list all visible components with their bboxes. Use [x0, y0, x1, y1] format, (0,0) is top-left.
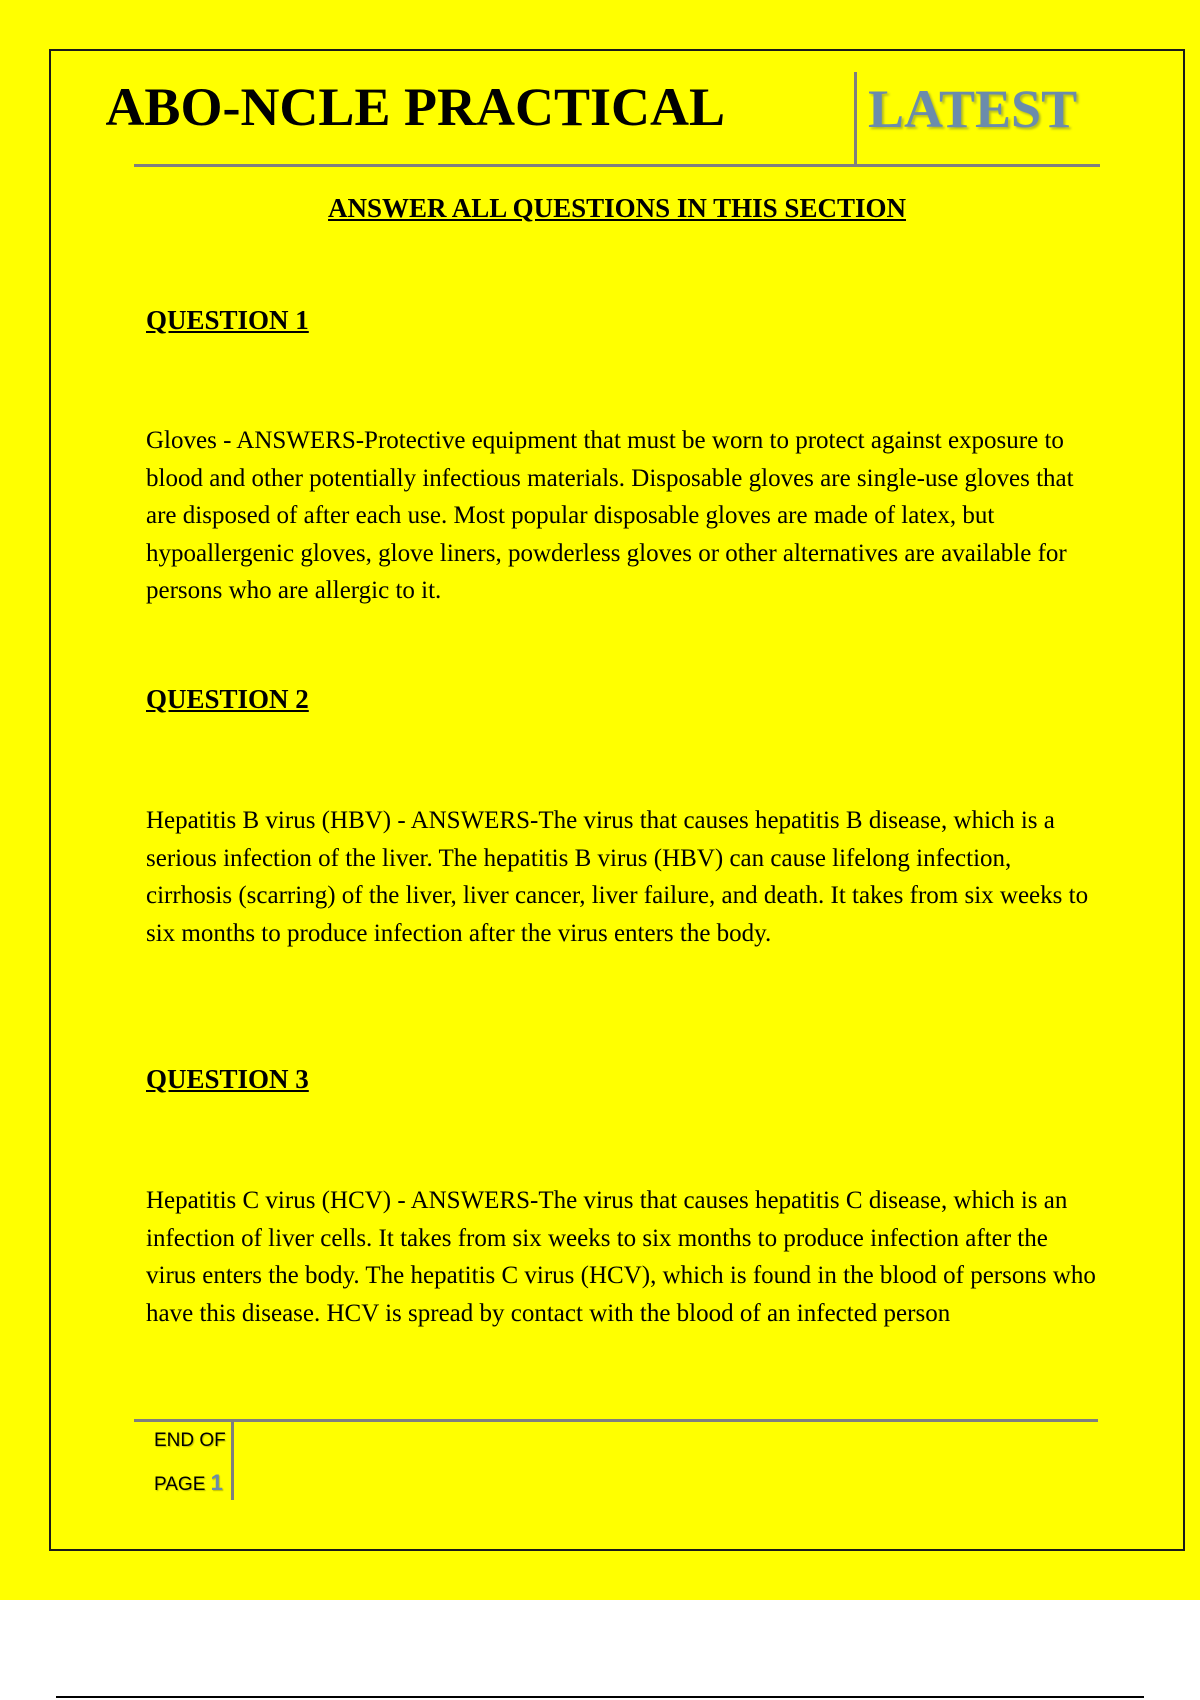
page-number: 1 — [210, 1470, 223, 1495]
question-1-answer: Gloves - ANSWERS-Protective equipment that must be worn to protect against exposure to blood and other potentially infectious materials. Disposable gloves are single-use gloves that are disposed of after each use. Most popular disposable gloves are made of latex, but hypoallergenic gloves, glove liners, powderless gloves or other alternatives are available for persons who are allergic to it. — [146, 427, 1074, 604]
question-1-heading: QUESTION 1 — [146, 305, 309, 335]
footer-page-label: PAGE — [154, 1474, 206, 1495]
page-footer — [134, 1419, 1098, 1495]
title-divider — [854, 72, 857, 164]
section-heading: ANSWER ALL QUESTIONS IN THIS SECTION — [328, 193, 906, 223]
question-3-answer: Hepatitis C virus (HCV) - ANSWERS-The virus that causes hepatitis C disease, which is an infection of liver cells. It takes from six weeks to six months to produce infection after the virus enters the body. The hepatitis C virus (HCV), which is found in the blood of persons who have this disease. HCV is spread by contact with the blood of an infected person — [146, 1187, 1096, 1327]
document-title: ABO-NCLE PRACTICAL — [105, 77, 725, 137]
question-3-heading: QUESTION 3 — [146, 1064, 309, 1094]
question-2-heading: QUESTION 2 — [146, 684, 309, 714]
question-2-answer: Hepatitis B virus (HBV) - ANSWERS-The virus that causes hepatitis B disease, which is a serious infection of the liver. The hepatitis B virus (HBV) can cause lifelong infection, cirrhosis (scarring) of the liver, liver cancer, liver failure, and death. It takes from six weeks to six months to produce infection after the virus enters the body. — [146, 807, 1089, 947]
footer-end-of: END OF — [154, 1430, 226, 1451]
page-indicator — [134, 1422, 234, 1500]
document-header — [105, 70, 1100, 167]
document-title-accent: LATEST — [868, 79, 1078, 139]
bottom-rule — [56, 1696, 1144, 1698]
footer-page-line — [154, 1470, 223, 1496]
